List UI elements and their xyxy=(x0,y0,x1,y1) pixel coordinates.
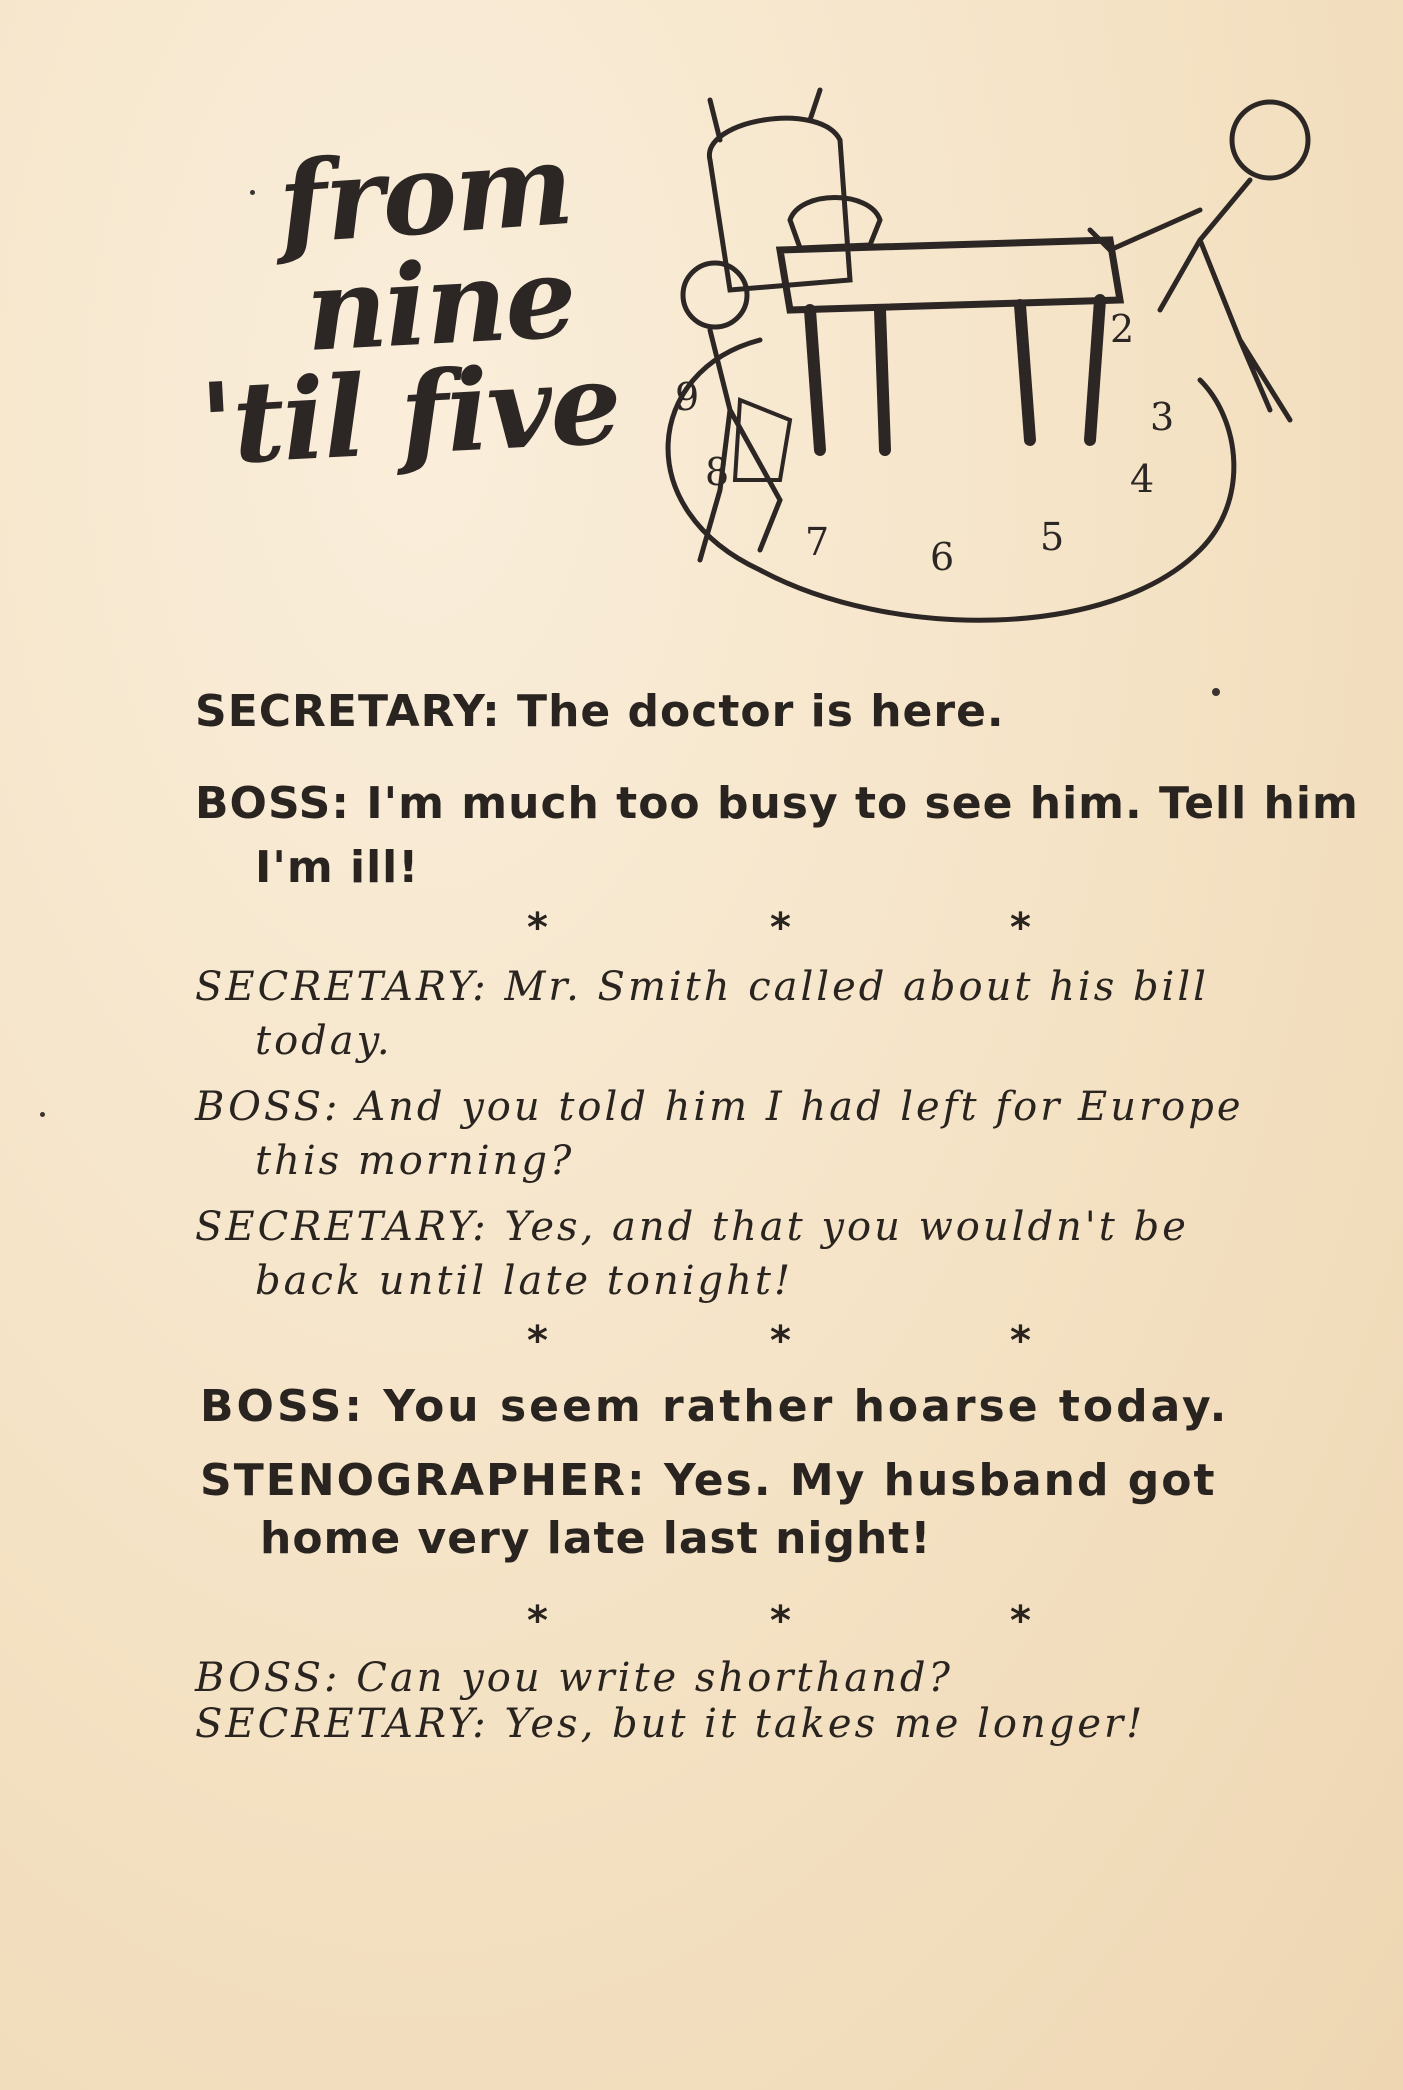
separator-3: * * * xyxy=(527,1598,1031,1644)
joke-3 xyxy=(200,1380,1370,1566)
clock-number-8: 8 xyxy=(705,450,730,494)
ink-speck xyxy=(250,190,255,195)
joke-2-line-5: SECRETARY: Yes, and that you wouldn't be xyxy=(195,1204,1189,1250)
joke-4-line-1: BOSS: Can you write shorthand? xyxy=(195,1655,953,1701)
clock-number-6: 6 xyxy=(930,535,955,579)
page-title xyxy=(197,118,635,491)
separator-1: * * * xyxy=(527,905,1031,951)
joke-2-line-2: today. xyxy=(255,1018,393,1064)
joke-3-line-1: BOSS: You seem rather hoarse today. xyxy=(200,1381,1230,1432)
joke-2 xyxy=(195,960,1365,1308)
joke-2-line-4: this morning? xyxy=(255,1138,575,1184)
clock-number-5: 5 xyxy=(1040,515,1065,559)
joke-1-line-1: SECRETARY: The doctor is here. xyxy=(195,686,1005,737)
joke-2-line-6: back until late tonight! xyxy=(255,1258,794,1304)
joke-3-line-2: STENOGRAPHER: Yes. My husband got xyxy=(200,1455,1217,1506)
separator-2: * * * xyxy=(527,1318,1031,1364)
title-line-1: from xyxy=(274,118,576,271)
joke-2-line-3: BOSS: And you told him I had left for Europe xyxy=(195,1084,1244,1130)
ink-speck xyxy=(1212,688,1220,696)
joke-1-line-2: BOSS: I'm much too busy to see him. Tell him xyxy=(195,778,1359,829)
clock-number-3: 3 xyxy=(1150,395,1175,439)
joke-1-line-3: I'm ill! xyxy=(255,842,420,893)
joke-2-line-1: SECRETARY: Mr. Smith called about his bill xyxy=(195,964,1209,1010)
joke-1 xyxy=(195,685,1365,895)
office-clock-illustration xyxy=(640,80,1340,640)
clock-number-9: 9 xyxy=(675,375,700,419)
joke-4 xyxy=(195,1655,1365,1747)
title-line-3: 'til five xyxy=(197,338,623,491)
ink-speck xyxy=(40,1112,45,1117)
clock-number-7: 7 xyxy=(805,520,830,564)
clock-number-2: 2 xyxy=(1110,307,1135,351)
joke-3-line-3: home very late last night! xyxy=(260,1513,932,1564)
title-line-2: nine xyxy=(302,232,578,377)
clock-number-4: 4 xyxy=(1130,457,1155,501)
joke-4-line-2: SECRETARY: Yes, but it takes me longer! xyxy=(195,1701,1146,1747)
